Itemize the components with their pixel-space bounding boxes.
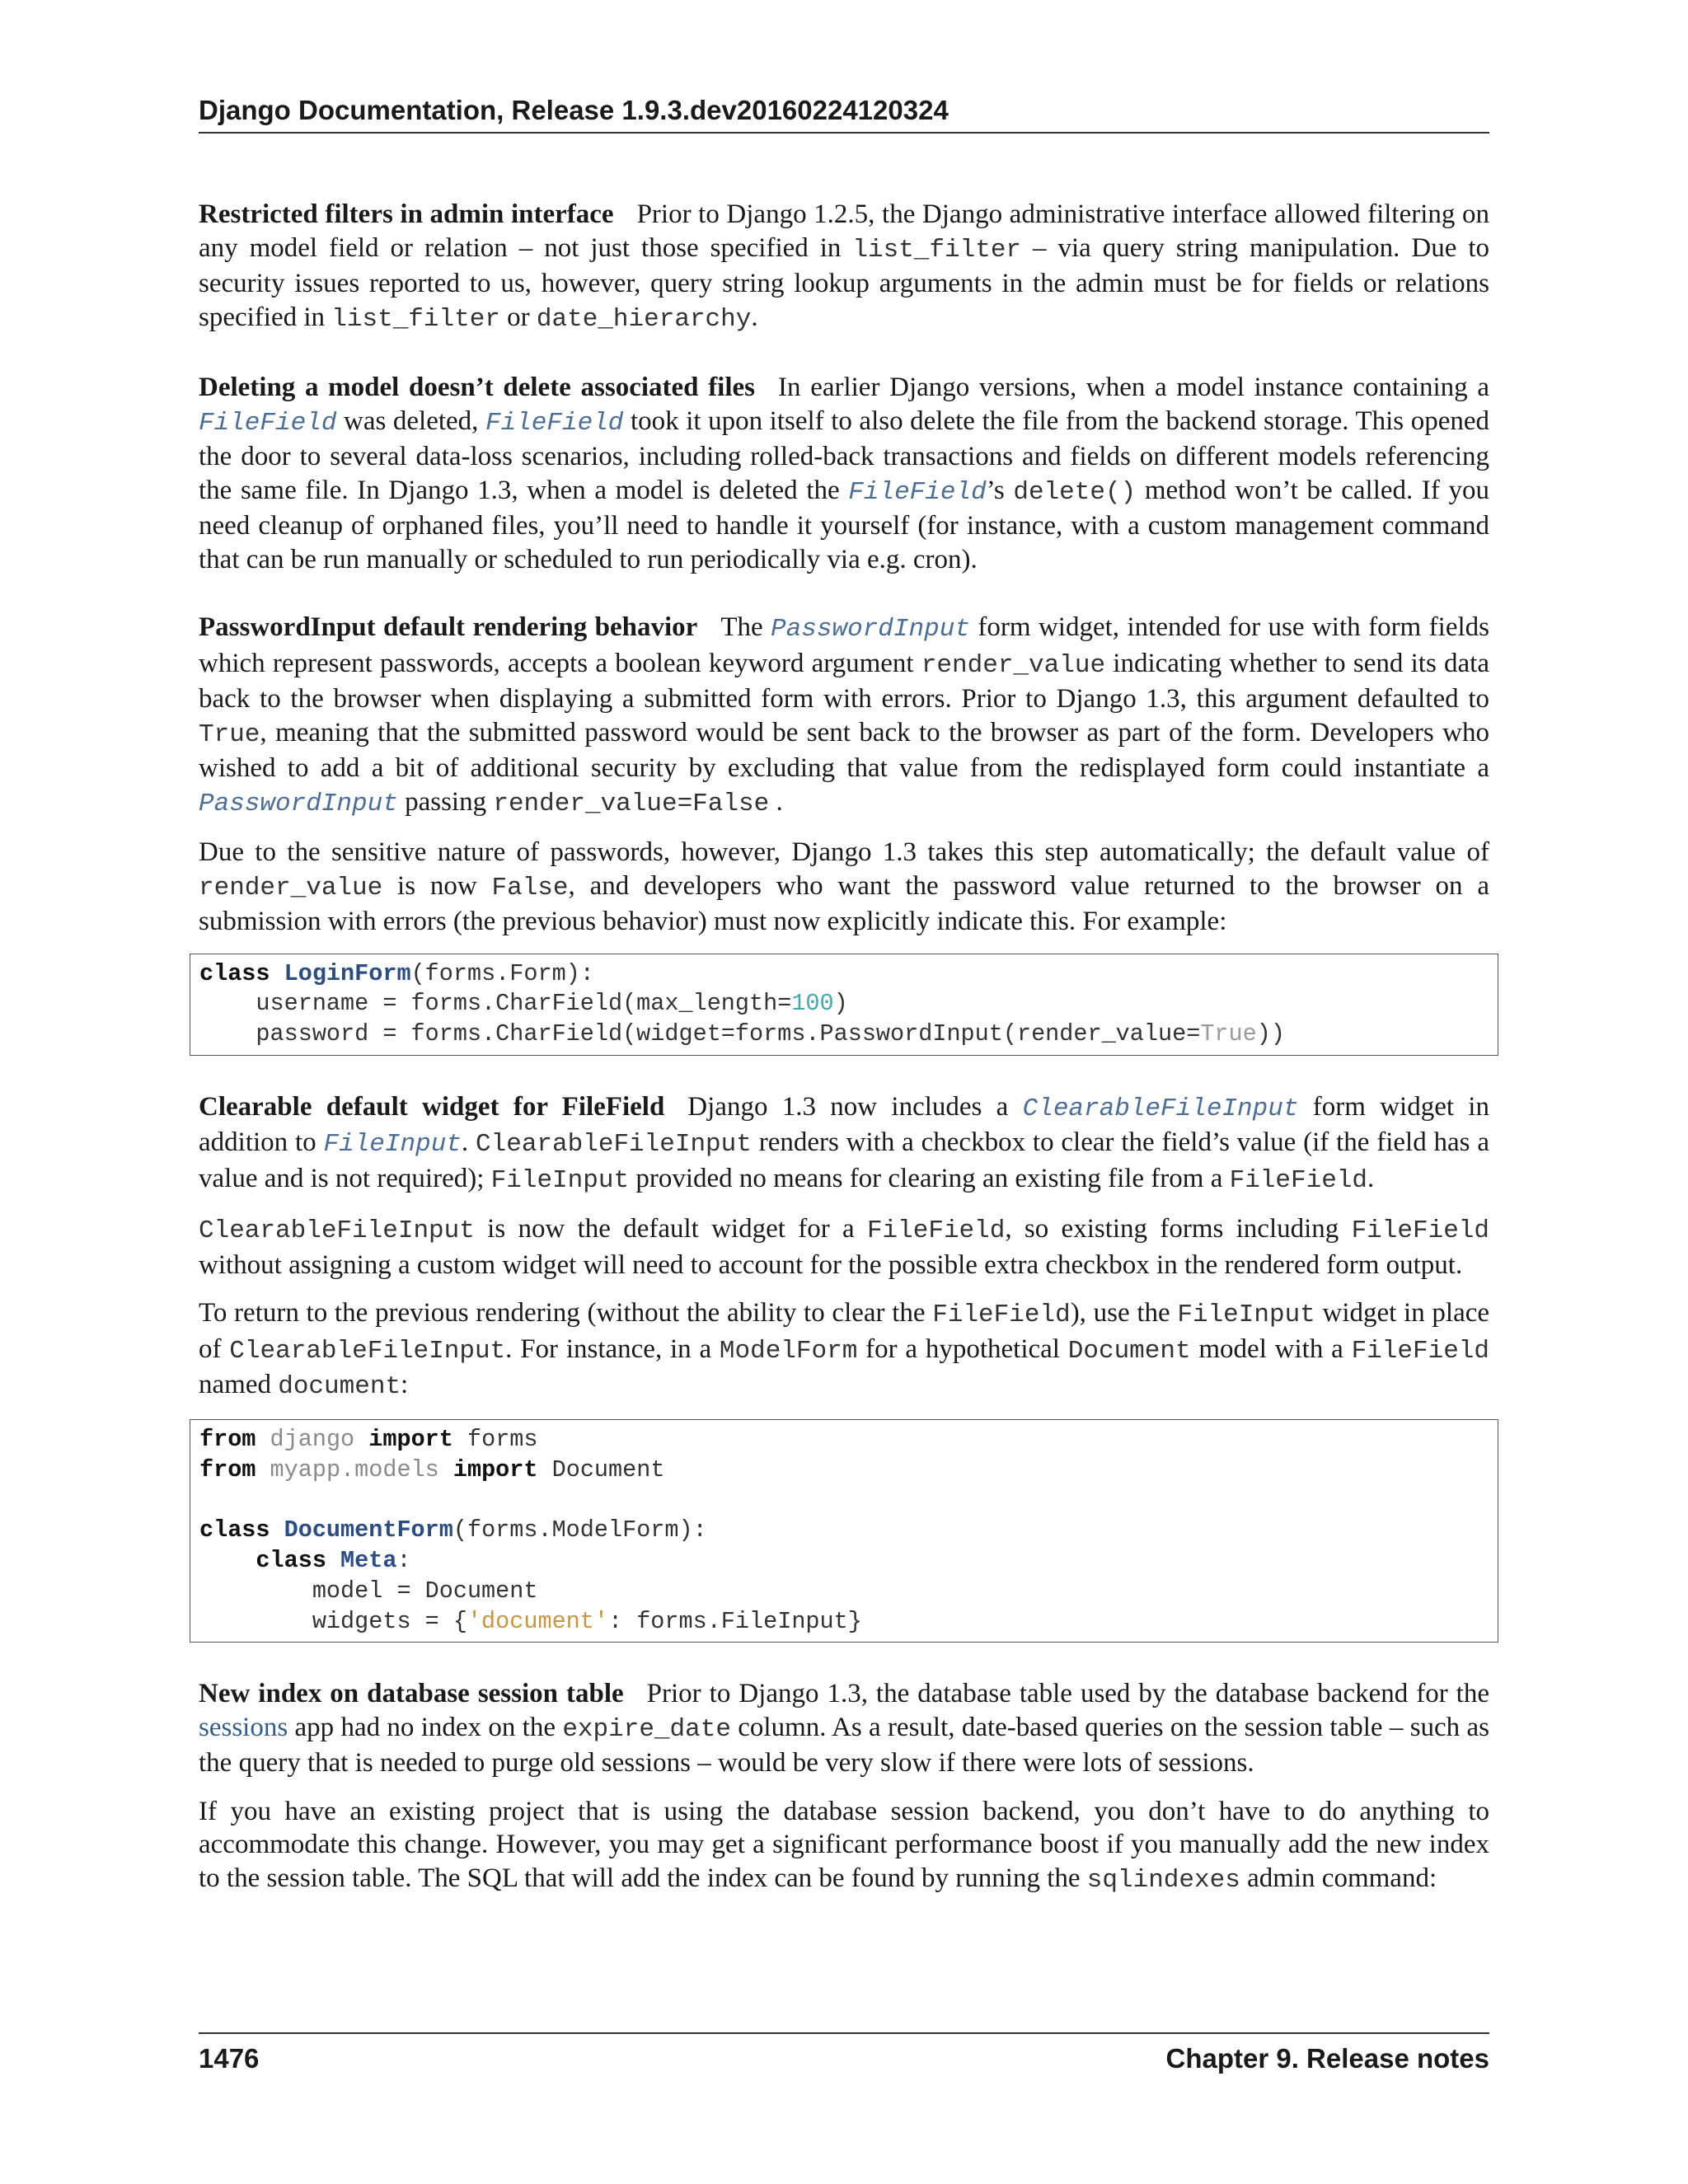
code-block: class LoginForm(forms.Form): username = forms.CharField(max_length=100) password = forms.CharField(widget=forms.PasswordInput(render_value=True)) <box>190 954 1498 1056</box>
inline-code: list_filter <box>852 235 1022 265</box>
inline-code: FileInput <box>1177 1301 1315 1330</box>
section-title: Deleting a model doesn’t delete associated files <box>199 373 756 402</box>
paragraph: New index on database session table Prior to Django 1.3, the database table used by the database backend for the sessions app had no index on the expire_date column. As a result, date-based queries on the session table – such as the query that is needed to purge old sessions – would be very slow if there were lots of sessions. <box>199 1679 1490 1779</box>
inline-code: document <box>278 1372 401 1402</box>
inline-code: False <box>491 873 569 902</box>
section-clearable-widget <box>199 1090 1489 1643</box>
inline-code: render_value <box>921 650 1106 680</box>
section-title: PasswordInput default rendering behavior <box>199 612 698 642</box>
paragraph: ClearableFileInput is now the default widget for a FileField, so existing forms including FileField without assigning a custom widget will need to account for the possible extra checkbox in the rendered form output. <box>199 1214 1490 1280</box>
paragraph: PasswordInput default rendering behavior The PasswordInput form widget, intended for use with form fields which represent passwords, accepts a boolean keyword argument render_value indicating whether to send its data back to the browser when displaying a submitted form with errors. Prior to Django 1.3, this argument defaulted to True, meaning that the submitted password would be sent back to the browser as part of the form. Developers who wished to add a bit of additional security by excluding that value from the redisplayed form could instantiate a PasswordInput passing render_value=False . <box>199 612 1489 818</box>
inline-code: ClearableFileInput <box>476 1130 752 1160</box>
section-session-index <box>199 1677 1489 1897</box>
document-title: Django Documentation, Release 1.9.3.dev20160224120324 <box>199 95 949 125</box>
sessions-link[interactable]: sessions <box>199 1712 288 1742</box>
section-title: Clearable default widget for FileField <box>199 1091 665 1122</box>
paragraph: To return to the previous rendering (without the ability to clear the FileField), use the FileInput widget in place of ClearableFileInput. For instance, in a ModelForm for a hypothetical Document model with a FileField named document: <box>199 1298 1490 1402</box>
inline-code: FileField <box>932 1301 1071 1330</box>
section-title: Restricted filters in admin interface <box>199 199 614 229</box>
main-content <box>199 198 1489 1932</box>
passwordinput-link[interactable]: PasswordInput <box>771 615 970 644</box>
page-number: 1476 <box>199 2043 260 2074</box>
page-footer <box>199 2032 1489 2077</box>
paragraph: If you have an existing project that is using the database session backend, you don’t have to do anything to accommodate this change. However, you may get a significant performance boost if you manually add the new index to the session table. The SQL that will add the index can be found by running the sqlindexes admin command: <box>199 1796 1489 1895</box>
paragraph: Restricted filters in admin interface Prior to Django 1.2.5, the Django administrative interface allowed filtering on any model field or relation – not just those specified in list_filter – via query string manipulation. Due to security issues reported to us, however, query string lookup arguments in the admin must be for fields or relations specified in list_filter or date_hierarchy. <box>199 199 1490 334</box>
inline-code: ClearableFileInput <box>199 1216 475 1246</box>
inline-code: list_filter <box>331 304 500 334</box>
clearablefileinput-link[interactable]: ClearableFileInput <box>1022 1094 1299 1123</box>
filefield-link[interactable]: FileField <box>485 408 624 438</box>
inline-code: render_value=False <box>493 789 770 818</box>
inline-code: ClearableFileInput <box>229 1336 506 1366</box>
chapter-title: Chapter 9. Release notes <box>1165 2043 1489 2074</box>
paragraph: Clearable default widget for FileField Django 1.3 now includes a ClearableFileInput form widget in addition to FileInput. ClearableFileInput renders with a checkbox to clear the field’s value (if the field has a value and is not required); FileInput provided no means for clearing an existing file from a FileField. <box>199 1091 1489 1195</box>
inline-code: FileField <box>1229 1165 1368 1195</box>
section-restricted-filters <box>199 198 1489 336</box>
inline-code: date_hierarchy <box>536 304 752 334</box>
inline-code: FileField <box>1351 1336 1490 1366</box>
inline-code: True <box>199 719 260 749</box>
inline-code: FileInput <box>490 1165 630 1195</box>
fileinput-link[interactable]: FileInput <box>323 1130 462 1160</box>
inline-code: Document <box>1067 1336 1191 1366</box>
filefield-link[interactable]: FileField <box>199 408 337 438</box>
inline-code: render_value <box>199 873 383 902</box>
inline-code: expire_date <box>562 1714 731 1744</box>
inline-code: FileField <box>866 1216 1006 1246</box>
paragraph: Deleting a model doesn’t delete associated files In earlier Django versions, when a model instance containing a FileField was deleted, FileField took it upon itself to also delete the file from the backend storage. This opened the door to several data-loss scenarios, including rolled-back transactions and fields on different models referencing the same file. In Django 1.3, when a model is deleted the FileField’s delete() method won’t be called. If you need cleanup of orphaned files, you’ll need to handle it yourself (for instance, with a custom management command that can be run manually or scheduled to run periodically via e.g. cron). <box>199 373 1490 574</box>
passwordinput-link[interactable]: PasswordInput <box>199 789 398 818</box>
section-title: New index on database session table <box>199 1679 624 1709</box>
code-block: from django import forms from myapp.models import Document class DocumentForm(forms.ModelForm): class Meta: model = Document widgets = {'document': forms.FileInput} <box>190 1419 1498 1643</box>
inline-code: sqlindexes <box>1086 1865 1240 1895</box>
page-header <box>199 92 1489 134</box>
inline-code: ModelForm <box>719 1336 858 1366</box>
section-deleting-model <box>199 371 1489 576</box>
inline-code: delete() <box>1013 477 1137 507</box>
filefield-link[interactable]: FileField <box>848 477 987 507</box>
inline-code: FileField <box>1351 1216 1490 1246</box>
section-passwordinput <box>199 611 1489 1056</box>
paragraph: Due to the sensitive nature of passwords, however, Django 1.3 takes this step automatically; the default value of render_value is now False, and developers who want the password value returned to the browser on a submission with errors (the previous behavior) must now explicitly indicate this. For example: <box>199 837 1490 936</box>
